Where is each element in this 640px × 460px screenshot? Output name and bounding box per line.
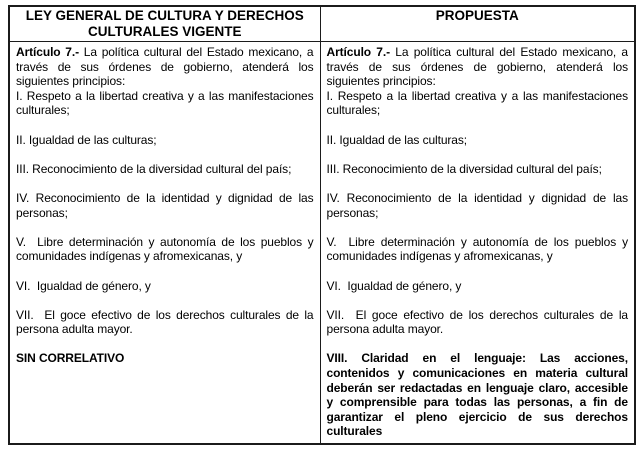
principle-6-vigente: VI. Igualdad de género, y bbox=[16, 278, 151, 293]
articulo-7-text: La política cultural del Estado mexicano, a través de sus órdenes de gobierno, atenderá los siguientes principios: bbox=[326, 45, 628, 89]
principle-5-propuesta: V. Libre determinación y autonomía de los pueblos y comunidades indígenas y afromexicanas, y bbox=[326, 234, 628, 264]
articulo-7-lead: Artículo 7.- bbox=[16, 45, 80, 59]
principle-1-vigente: I. Respeto a la libertad creativa y a las manifestaciones culturales; bbox=[16, 88, 314, 118]
paragraph-articulo-7-propuesta bbox=[327, 45, 629, 89]
table-header-row bbox=[9, 6, 635, 42]
principle-2-propuesta: II. Igualdad de las culturas; bbox=[326, 132, 468, 147]
principle-3-propuesta: III. Reconocimiento de la diversidad cultural del país; bbox=[326, 161, 602, 176]
articulo-7-lead: Artículo 7.- bbox=[326, 45, 391, 59]
principle-4-propuesta: IV. Reconocimiento de la identidad y dignidad de las personas; bbox=[326, 190, 628, 220]
principle-8-proposal: VIII. Claridad en el lenguaje: Las acciones, contenidos y comunicaciones en materia cultural deberán ser redactadas en lenguaje claro, accesible y comprensible para todas las personas, a fin de garantizar el pleno ejercicio de sus derechos culturales bbox=[326, 351, 628, 439]
header-propuesta: PROPUESTA bbox=[320, 6, 635, 42]
principle-4-vigente: IV. Reconocimiento de la identidad y dignidad de las personas; bbox=[16, 190, 314, 220]
column-propuesta bbox=[320, 42, 635, 445]
column-ley-vigente bbox=[9, 42, 320, 445]
table-body-row bbox=[9, 42, 635, 445]
header-ley-vigente: LEY GENERAL DE CULTURA Y DERECHOS CULTURALES VIGENTE bbox=[9, 6, 320, 42]
principle-1-propuesta: I. Respeto a la libertad creativa y a las manifestaciones culturales; bbox=[326, 88, 628, 118]
articulo-7-text: La política cultural del Estado mexicano, a través de sus órdenes de gobierno, atenderá los siguientes principios: bbox=[16, 45, 314, 89]
principle-5-vigente: V. Libre determinación y autonomía de los pueblos y comunidades indígenas y afromexicanas, y bbox=[16, 234, 314, 264]
principle-2-vigente: II. Igualdad de las culturas; bbox=[16, 132, 157, 147]
sin-correlativo-label: SIN CORRELATIVO bbox=[16, 351, 125, 366]
comparison-table bbox=[8, 5, 636, 445]
principle-3-vigente: III. Reconocimiento de la diversidad cultural del país; bbox=[16, 161, 292, 176]
principle-6-propuesta: VI. Igualdad de género, y bbox=[326, 278, 462, 293]
principle-7-propuesta: VII. El goce efectivo de los derechos culturales de la persona adulta mayor. bbox=[326, 307, 628, 337]
paragraph-articulo-7-vigente bbox=[16, 45, 314, 89]
principle-7-vigente: VII. El goce efectivo de los derechos culturales de la persona adulta mayor. bbox=[16, 307, 314, 337]
